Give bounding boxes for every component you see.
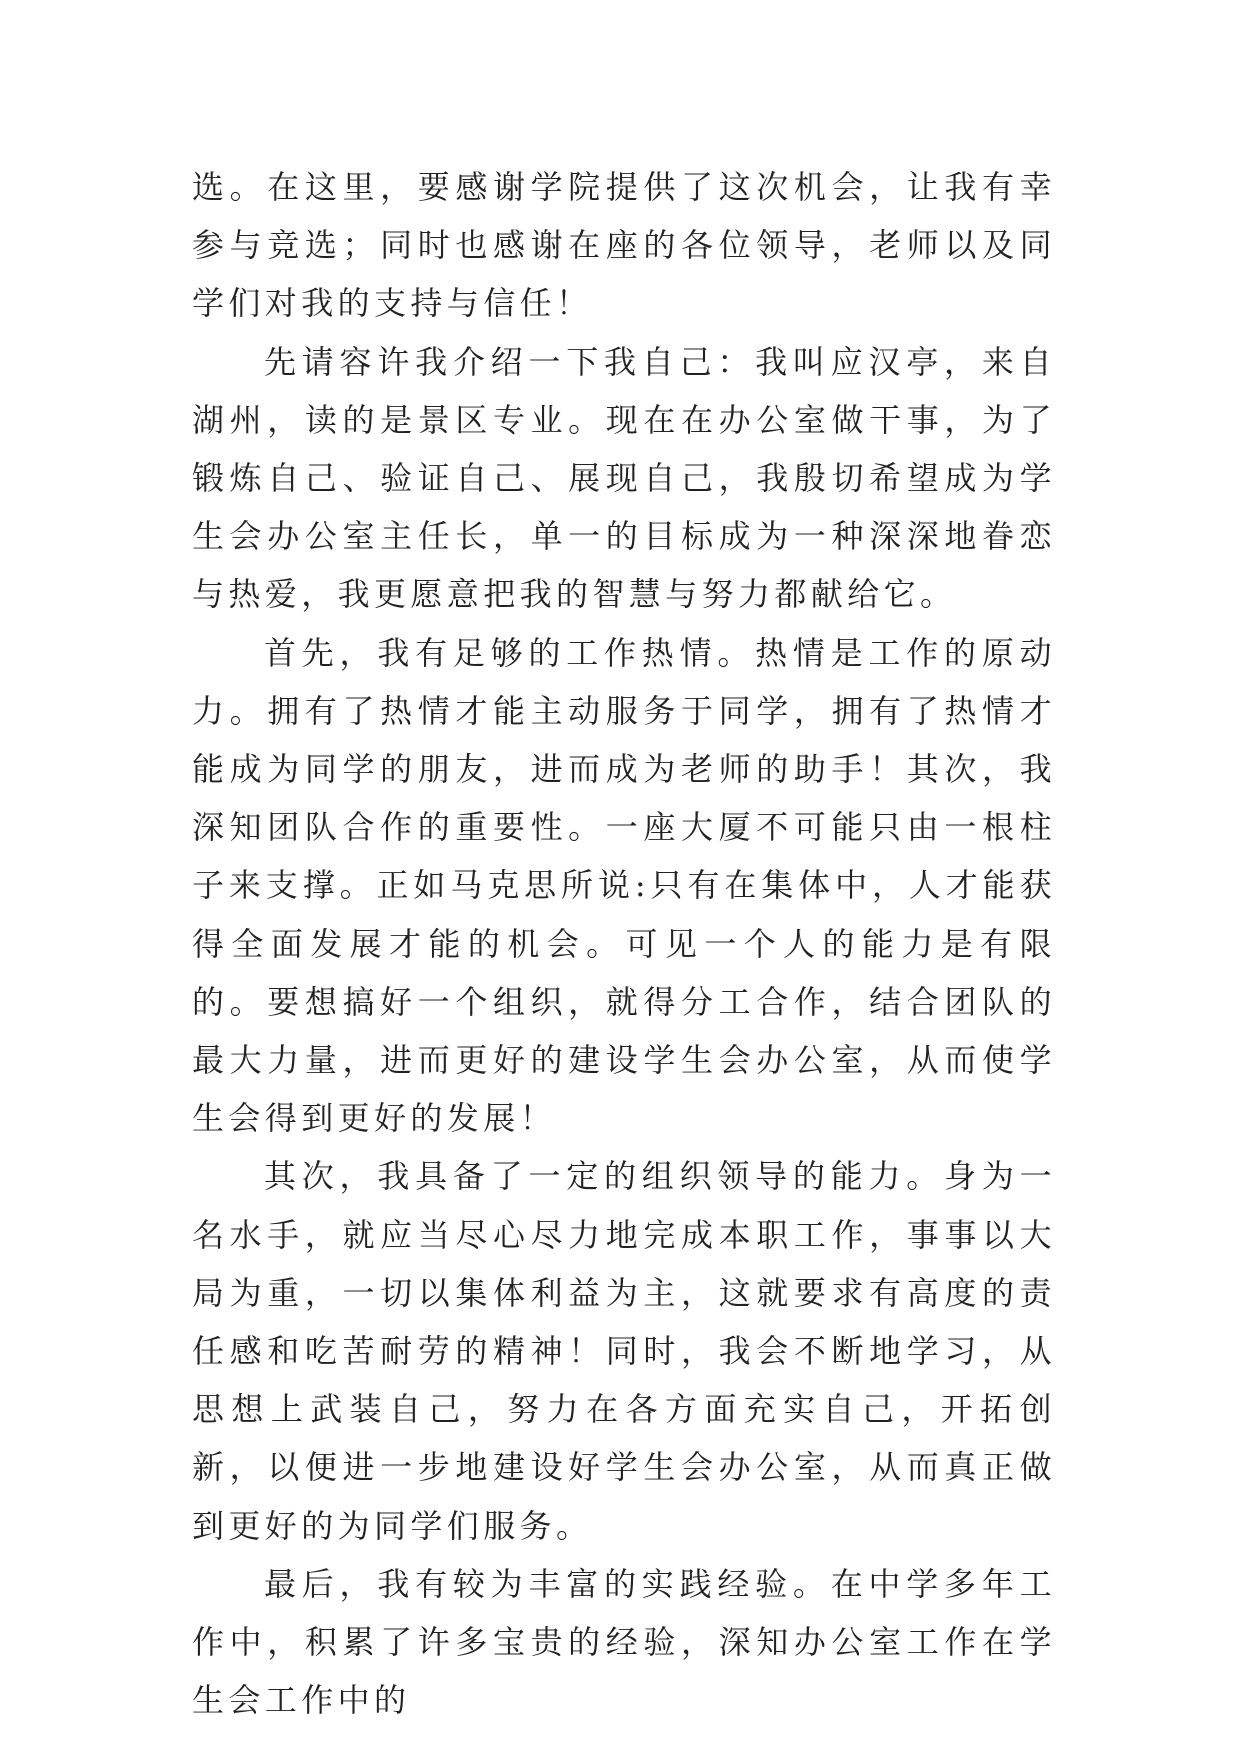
paragraph-1: 选。在这里，要感谢学院提供了这次机会，让我有幸参与竞选；同时也感谢在座的各位领导，老师以及同学们对我的支持与信任！ [192, 168, 1056, 323]
document-body [192, 158, 1056, 1729]
paragraph-2: 先请容许我介绍一下我自己：我叫应汉亭，来自湖州，读的是景区专业。现在在办公室做干事，为了锻炼自己、验证自己、展现自己，我殷切希望成为学生会办公室主任长，单一的目标成为一种深深地眷恋与热爱，我更愿意把我的智慧与努力都献给它。 [192, 342, 1056, 614]
paragraph-4: 其次，我具备了一定的组织领导的能力。身为一名水手，就应当尽心尽力地完成本职工作，事事以大局为重，一切以集体利益为主，这就要求有高度的责任感和吃苦耐劳的精神！同时，我会不断地学习，从思想上武装自己，努力在各方面充实自己，开拓创新，以便进一步地建设好学生会办公室，从而真正做到更好的为同学们服务。 [192, 1157, 1056, 1545]
paragraph-3: 首先，我有足够的工作热情。热情是工作的原动力。拥有了热情才能主动服务于同学，拥有了热情才能成为同学的朋友，进而成为老师的助手！其次，我深知团队合作的重要性。一座大厦不可能只由一根柱子来支撑。正如马克思所说:只有在集体中，人才能获得全面发展才能的机会。可见一个人的能力是有限的。要想搞好一个组织，就得分工合作，结合团队的最大力量，进而更好的建设学生会办公室，从而使学生会得到更好的发展！ [192, 633, 1056, 1138]
paragraph-5: 最后，我有较为丰富的实践经验。在中学多年工作中，积累了许多宝贵的经验，深知办公室工作在学生会工作中的 [192, 1564, 1056, 1720]
